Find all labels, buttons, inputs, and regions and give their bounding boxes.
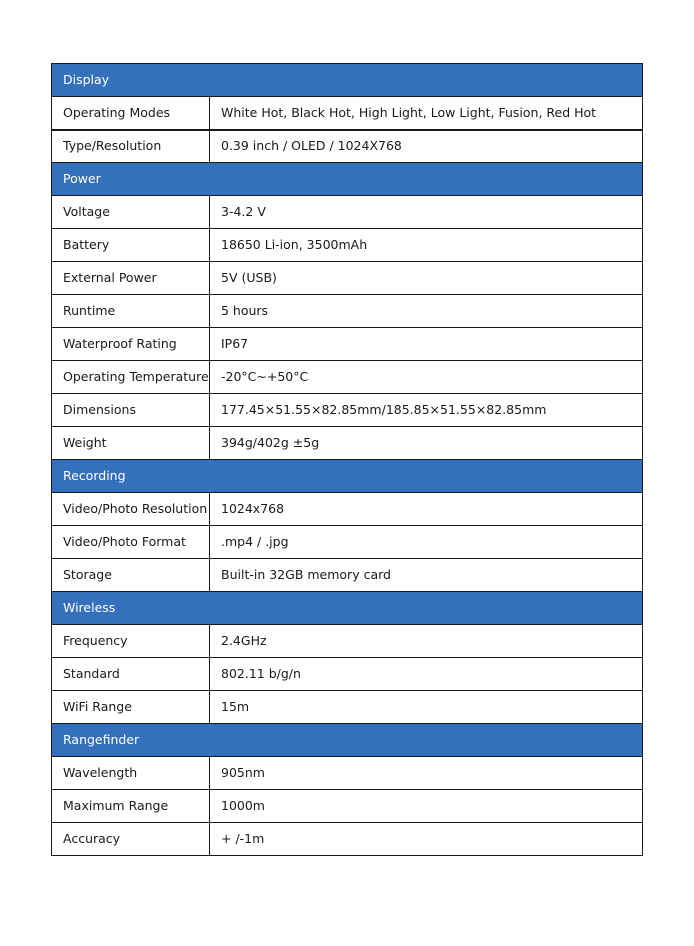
spec-row-external-power <box>52 262 643 295</box>
spec-value: 1000m <box>210 790 643 823</box>
spec-row-battery <box>52 229 643 262</box>
spec-label: Battery <box>52 229 210 262</box>
spec-label: Voltage <box>52 196 210 229</box>
section-title: Power <box>52 163 643 196</box>
spec-label: WiFi Range <box>52 691 210 724</box>
section-header-wireless <box>52 592 643 625</box>
spec-value: 15m <box>210 691 643 724</box>
section-title: Wireless <box>52 592 643 625</box>
spec-value: Built-in 32GB memory card <box>210 559 643 592</box>
section-title: Rangefinder <box>52 724 643 757</box>
section-header-display <box>52 64 643 97</box>
spec-value: 2.4GHz <box>210 625 643 658</box>
spec-row-accuracy <box>52 823 643 856</box>
spec-value: -20°C~+50°C <box>210 361 643 394</box>
spec-label: Standard <box>52 658 210 691</box>
spec-row-weight <box>52 427 643 460</box>
section-header-recording <box>52 460 643 493</box>
spec-value: 177.45×51.55×82.85mm/185.85×51.55×82.85mm <box>210 394 643 427</box>
spec-row-dimensions <box>52 394 643 427</box>
spec-row-storage <box>52 559 643 592</box>
spec-row-wavelength <box>52 757 643 790</box>
spec-table <box>51 63 643 856</box>
spec-label: Video/Photo Format <box>52 526 210 559</box>
spec-value: 5 hours <box>210 295 643 328</box>
spec-value: 0.39 inch / OLED / 1024X768 <box>210 130 643 163</box>
spec-label: Weight <box>52 427 210 460</box>
spec-label: Runtime <box>52 295 210 328</box>
spec-label: Storage <box>52 559 210 592</box>
spec-value: .mp4 / .jpg <box>210 526 643 559</box>
spec-value: White Hot, Black Hot, High Light, Low Light, Fusion, Red Hot <box>210 97 643 130</box>
spec-row-runtime <box>52 295 643 328</box>
spec-value: 18650 Li-ion, 3500mAh <box>210 229 643 262</box>
spec-value: + /-1m <box>210 823 643 856</box>
spec-label: Video/Photo Resolution <box>52 493 210 526</box>
spec-label: Operating Modes <box>52 97 210 130</box>
spec-row-maximum-range <box>52 790 643 823</box>
spec-label: Wavelength <box>52 757 210 790</box>
spec-value: 3-4.2 V <box>210 196 643 229</box>
spec-label: Accuracy <box>52 823 210 856</box>
spec-row-waterproof-rating <box>52 328 643 361</box>
section-title: Recording <box>52 460 643 493</box>
spec-row-wifi-range <box>52 691 643 724</box>
spec-table-body <box>52 64 643 856</box>
spec-value: 1024x768 <box>210 493 643 526</box>
spec-value: IP67 <box>210 328 643 361</box>
spec-label: Waterproof Rating <box>52 328 210 361</box>
spec-row-video-photo-format <box>52 526 643 559</box>
spec-value: 394g/402g ±5g <box>210 427 643 460</box>
spec-row-video-photo-resolution <box>52 493 643 526</box>
spec-row-standard <box>52 658 643 691</box>
spec-value: 5V (USB) <box>210 262 643 295</box>
section-header-rangefinder <box>52 724 643 757</box>
spec-row-voltage <box>52 196 643 229</box>
section-header-power <box>52 163 643 196</box>
spec-label: Maximum Range <box>52 790 210 823</box>
spec-row-operating-temperature <box>52 361 643 394</box>
spec-row-operating-modes <box>52 97 643 130</box>
spec-label: Operating Temperature <box>52 361 210 394</box>
spec-label: External Power <box>52 262 210 295</box>
section-title: Display <box>52 64 643 97</box>
spec-label: Dimensions <box>52 394 210 427</box>
spec-value: 905nm <box>210 757 643 790</box>
spec-label: Frequency <box>52 625 210 658</box>
spec-label: Type/Resolution <box>52 130 210 163</box>
spec-row-type-resolution <box>52 130 643 163</box>
spec-row-frequency <box>52 625 643 658</box>
spec-value: 802.11 b/g/n <box>210 658 643 691</box>
